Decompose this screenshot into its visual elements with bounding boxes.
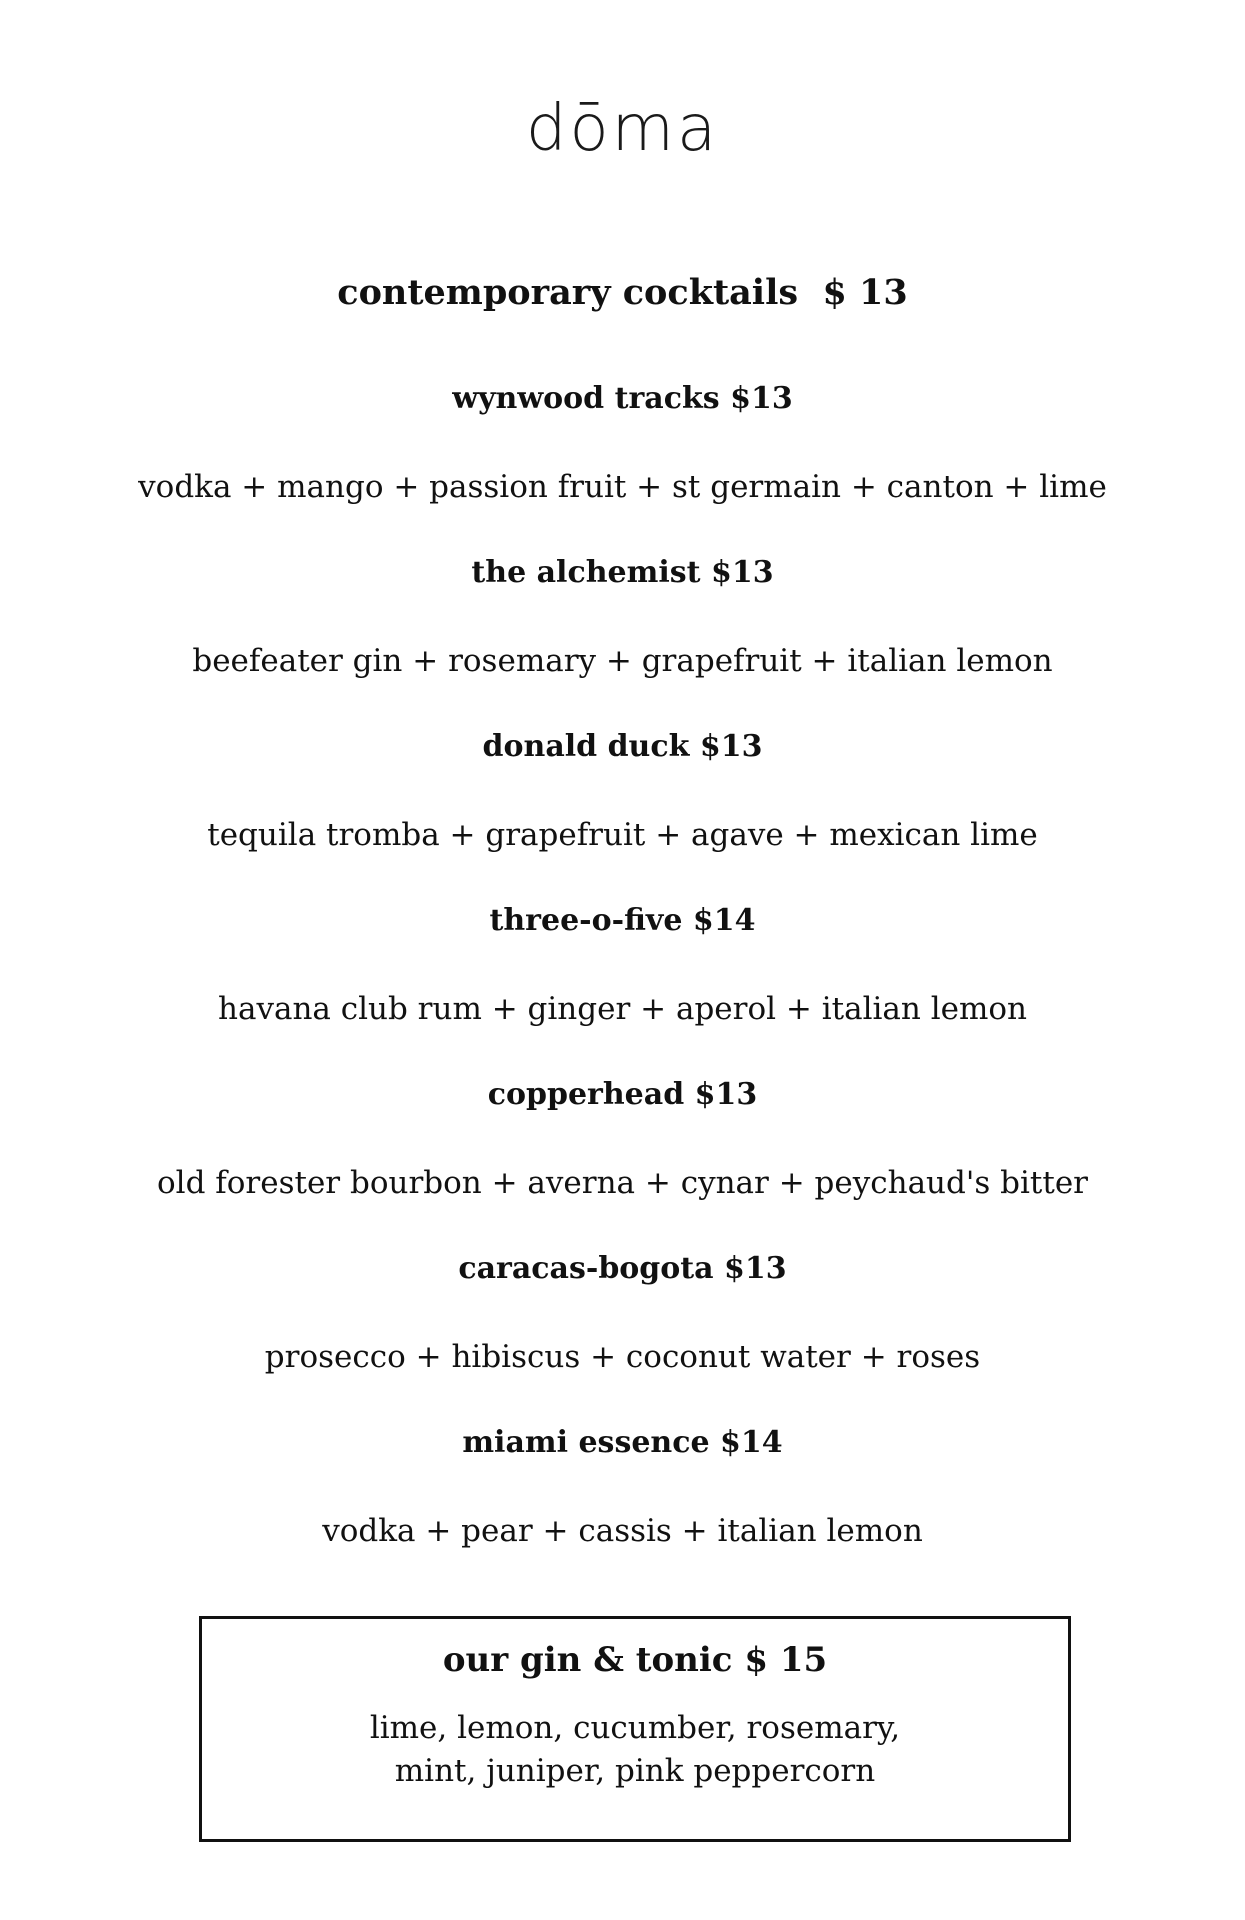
menu-item: [0, 548, 1245, 722]
gin-tonic-box: [199, 1616, 1071, 1842]
cocktail-list: [0, 374, 1245, 1592]
cocktail-ingredients: havana club rum + ginger + aperol + italian lemon: [218, 991, 1027, 1027]
menu-item: [0, 1244, 1245, 1418]
menu-item: [0, 722, 1245, 896]
cocktail-name: donald duck $13: [482, 729, 763, 764]
cocktail-name: the alchemist $13: [471, 555, 774, 590]
cocktail-ingredients: vodka + pear + cassis + italian lemon: [322, 1513, 923, 1549]
cocktail-ingredients: vodka + mango + passion fruit + st germain + canton + lime: [138, 469, 1107, 505]
cocktail-ingredients: old forester bourbon + averna + cynar + peychaud's bitter: [157, 1165, 1088, 1201]
cocktail-name: miami essence $14: [462, 1425, 783, 1460]
gin-tonic-garnish-line: mint, juniper, pink peppercorn: [394, 1753, 876, 1789]
cocktail-name: caracas-bogota $13: [458, 1251, 787, 1286]
gin-tonic-garnishes: [202, 1707, 1068, 1793]
menu-item: [0, 896, 1245, 1070]
menu-item: [0, 374, 1245, 548]
cocktail-name: wynwood tracks $13: [452, 381, 793, 416]
gin-tonic-garnish-line: lime, lemon, cucumber, rosemary,: [369, 1710, 901, 1746]
menu-item: [0, 1070, 1245, 1244]
logo-text: dōma: [525, 92, 720, 166]
section-title: contemporary cocktails $ 13: [337, 272, 908, 313]
cocktail-ingredients: prosecco + hibiscus + coconut water + roses: [264, 1339, 981, 1375]
cocktail-name: three-o-five $14: [489, 903, 756, 938]
menu-item: [0, 1418, 1245, 1592]
brand-logo: [0, 92, 1245, 166]
cocktail-name: copperhead $13: [487, 1077, 758, 1112]
gin-tonic-title: our gin & tonic $ 15: [442, 1640, 828, 1680]
cocktail-ingredients: beefeater gin + rosemary + grapefruit + italian lemon: [192, 643, 1053, 679]
cocktail-ingredients: tequila tromba + grapefruit + agave + mexican lime: [207, 817, 1038, 853]
